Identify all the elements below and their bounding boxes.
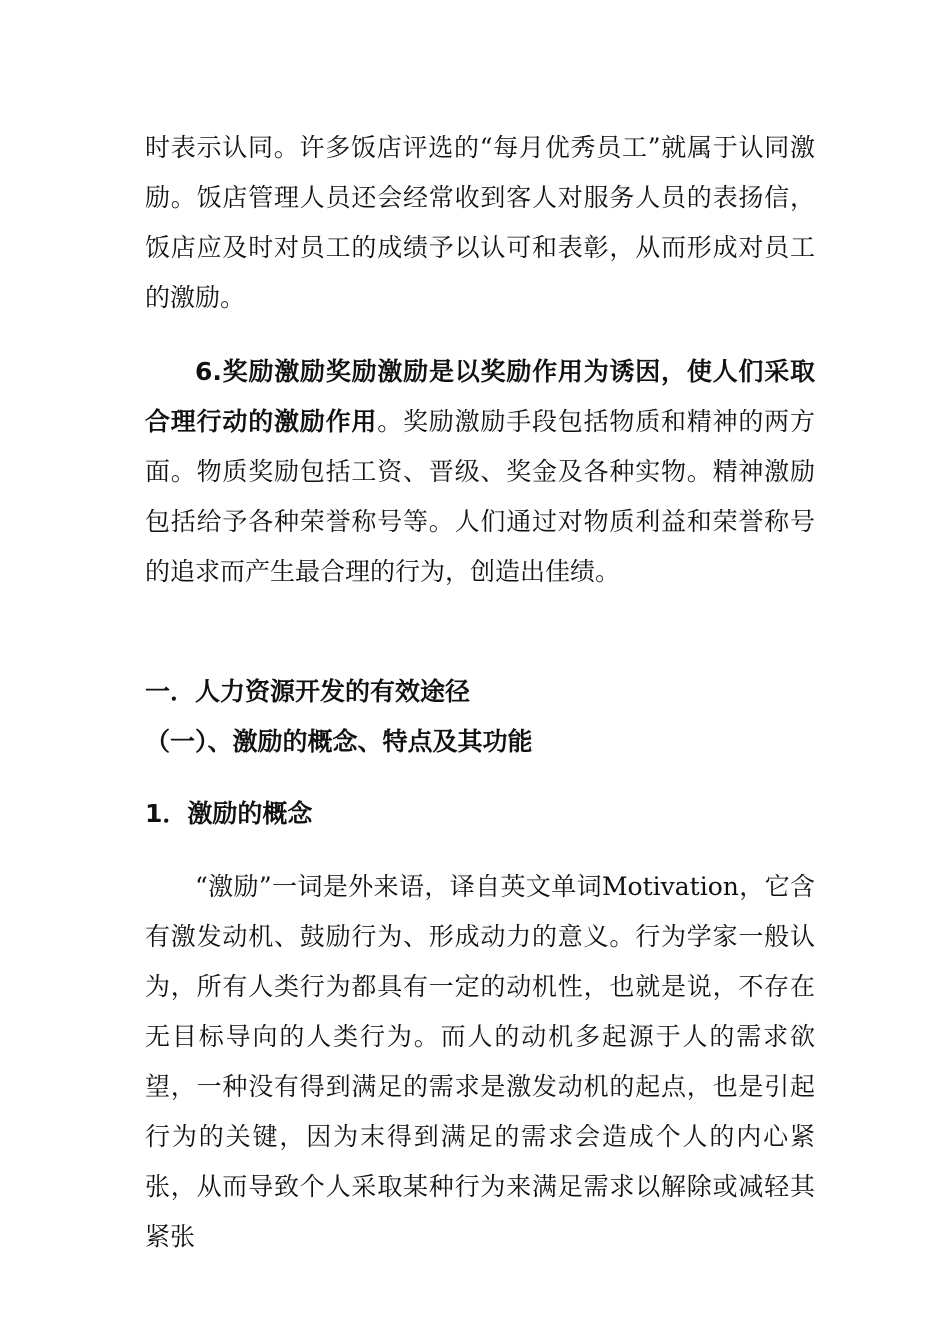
paragraph-text: 时表示认同。许多饭店评选的“每月优秀员工”就属于认同激励。饭店管理人员还会经常收到客人对服务人员的表扬信，饭店应及时对员工的成绩予以认可和表彰，从而形成对员工的激励。: [145, 133, 815, 312]
paragraph-bold-lead: 6.奖励激励奖励激励是以奖励作用为诱因，使人们采取合理行动的激励作用: [145, 357, 815, 436]
paragraph-motivation-concept: [145, 862, 815, 1262]
paragraph-text: “激励”一词是外来语，译自英文单词Motivation，它含有激发动机、鼓励行为、形成动力的意义。行为学家一般认为，所有人类行为都具有一定的动机性，也就是说，不存在无目标导向的人类行为。而人的动机多起源于人的需求欲望，一种没有得到满足的需求是激发动机的起点，也是引起行为的关键，因为末得到满足的需求会造成个人的内心紧张，从而导致个人采取某种行为来满足需求以解除或减轻其紧张: [145, 872, 815, 1251]
subsection-heading: （一）、激励的概念、特点及其功能: [145, 727, 533, 756]
paragraph-text: 。奖励激励手段包括物质和精神的两方面。物质奖励包括工资、晋级、奖金及各种实物。精神激励包括给予各种荣誉称号等。人们通过对物质利益和荣誉称号的追求而产生最合理的行为，创造出佳绩。: [145, 407, 815, 586]
section-heading: 一．人力资源开发的有效途径: [145, 677, 471, 706]
paragraph-reward-incentive: [145, 347, 815, 597]
topic-heading: 1．激励的概念: [145, 799, 313, 828]
paragraph-recognition-incentive: [145, 123, 815, 323]
